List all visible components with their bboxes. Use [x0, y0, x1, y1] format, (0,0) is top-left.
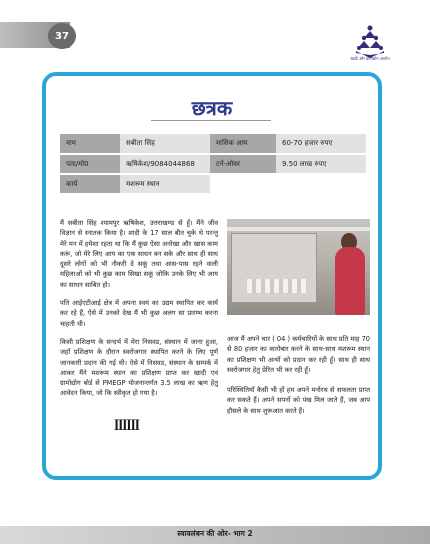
- name-value: सबीता सिंह: [120, 134, 210, 154]
- paragraph: आज मैं अपने चार ( 04 ) कर्मचारियों के साथ प्रति माह 70 से 80 हजार का कारोबार करने के साथ-साथ मशरूम स्थान का प्रशिक्षण भी अन्यों को प्रदान कर रही हूँ। साथ ही साथ स्वरोजगार हेतु प्रेरित भी कर रही हूँ।: [227, 335, 370, 374]
- tree-of-people-logo-icon: [350, 24, 390, 68]
- footer-title: स्वावलंबन की ओर- भाग 2: [177, 529, 253, 538]
- table-row: [60, 174, 366, 194]
- paragraph: किसी प्रशिक्षण के सन्दर्भ में मेरा निसवड, संस्थान में जाना हुआ, जहाँ प्रशिक्षण के दौरान स्वरोजगार स्थापित करने के लिए पूर्ण जानकारी प्रदान की गई थी। ऐसे में निसवड, संस्थान के सम्पर्क में आकर मैंने मशरूम स्थान का प्रशिक्षण प्राप्त कर खादी एवं ग्रामोद्योग बोर्ड से PMEGP योजनान्तर्गत 3.5 लाख का ऋण हेतु आवेदन किया, जो कि स्वीकृत हो गया है।: [60, 337, 218, 398]
- work-value: मशरूम स्थान: [120, 174, 210, 194]
- page-title: छत्रक: [191, 96, 233, 120]
- income-label: मासिक आय: [210, 134, 276, 154]
- profile-table: [60, 134, 366, 195]
- title-divider: [151, 120, 271, 121]
- woman-in-lab-photo: [227, 219, 370, 315]
- story-card: [42, 72, 382, 480]
- table-row: [60, 134, 366, 154]
- address-label: पता/मो0: [60, 154, 120, 174]
- page-number: 37: [48, 23, 76, 49]
- income-value: 60-70 हजार रुपए: [276, 134, 366, 154]
- name-label: नाम: [60, 134, 120, 154]
- turnover-label: टर्न-ओवर: [210, 154, 276, 174]
- address-value: ऋषिकेश/9084044868: [120, 154, 210, 174]
- paragraph: परिस्थितियाँ कैसी भी हों हम अपने मनोरथ से सफलता प्राप्त कर सकते हैं। अपने सपनों को पंख मिल जाते हैं, जब आप हौसले के साथ शुरूआत करते हैं।: [227, 386, 370, 415]
- table-row: [60, 154, 366, 174]
- paragraph: पति आईएटीआई क्षेत्र में अपना स्वयं का उद्यम स्थापित कर कार्य कर रहे हैं, ऐसे में उनको देख मैं भी कुछ अलग सा प्रारम्भ करना चाहती थी।: [60, 299, 218, 328]
- turnover-value: 9.50 लाख रुपए: [276, 154, 366, 174]
- left-column: [60, 218, 218, 399]
- paragraph: मैं सबीता सिंह श्यामपुर ऋषिकेश, उत्तराखण्ड से हूँ। मैंने जीव विज्ञान से स्नातक किया है। शादी के 17 साल बीत चुके थे परन्तु मेरे मन में हमेशा रहता था कि मैं कुछ ऐसा अनोखा और खास काम करूं, जो मेरे लिए आय का एक साधन बन सके और साथ ही साथ दूसरे लोगों को भी नौकरी दे सकूं तथा आस-पास रहने वाली महिलाओं को भी कुछ काम सिखा सकूं जोकि उनके लिए भी आय का साधन साबित हो।: [60, 219, 218, 289]
- decorative-ornament: ꟾꟾꟾꟾꟾꟾ: [114, 420, 139, 433]
- work-label: कार्य: [60, 174, 120, 194]
- logo-caption: खादी और ग्रामोद्योग आयोग: [350, 56, 390, 61]
- right-column: [227, 334, 370, 416]
